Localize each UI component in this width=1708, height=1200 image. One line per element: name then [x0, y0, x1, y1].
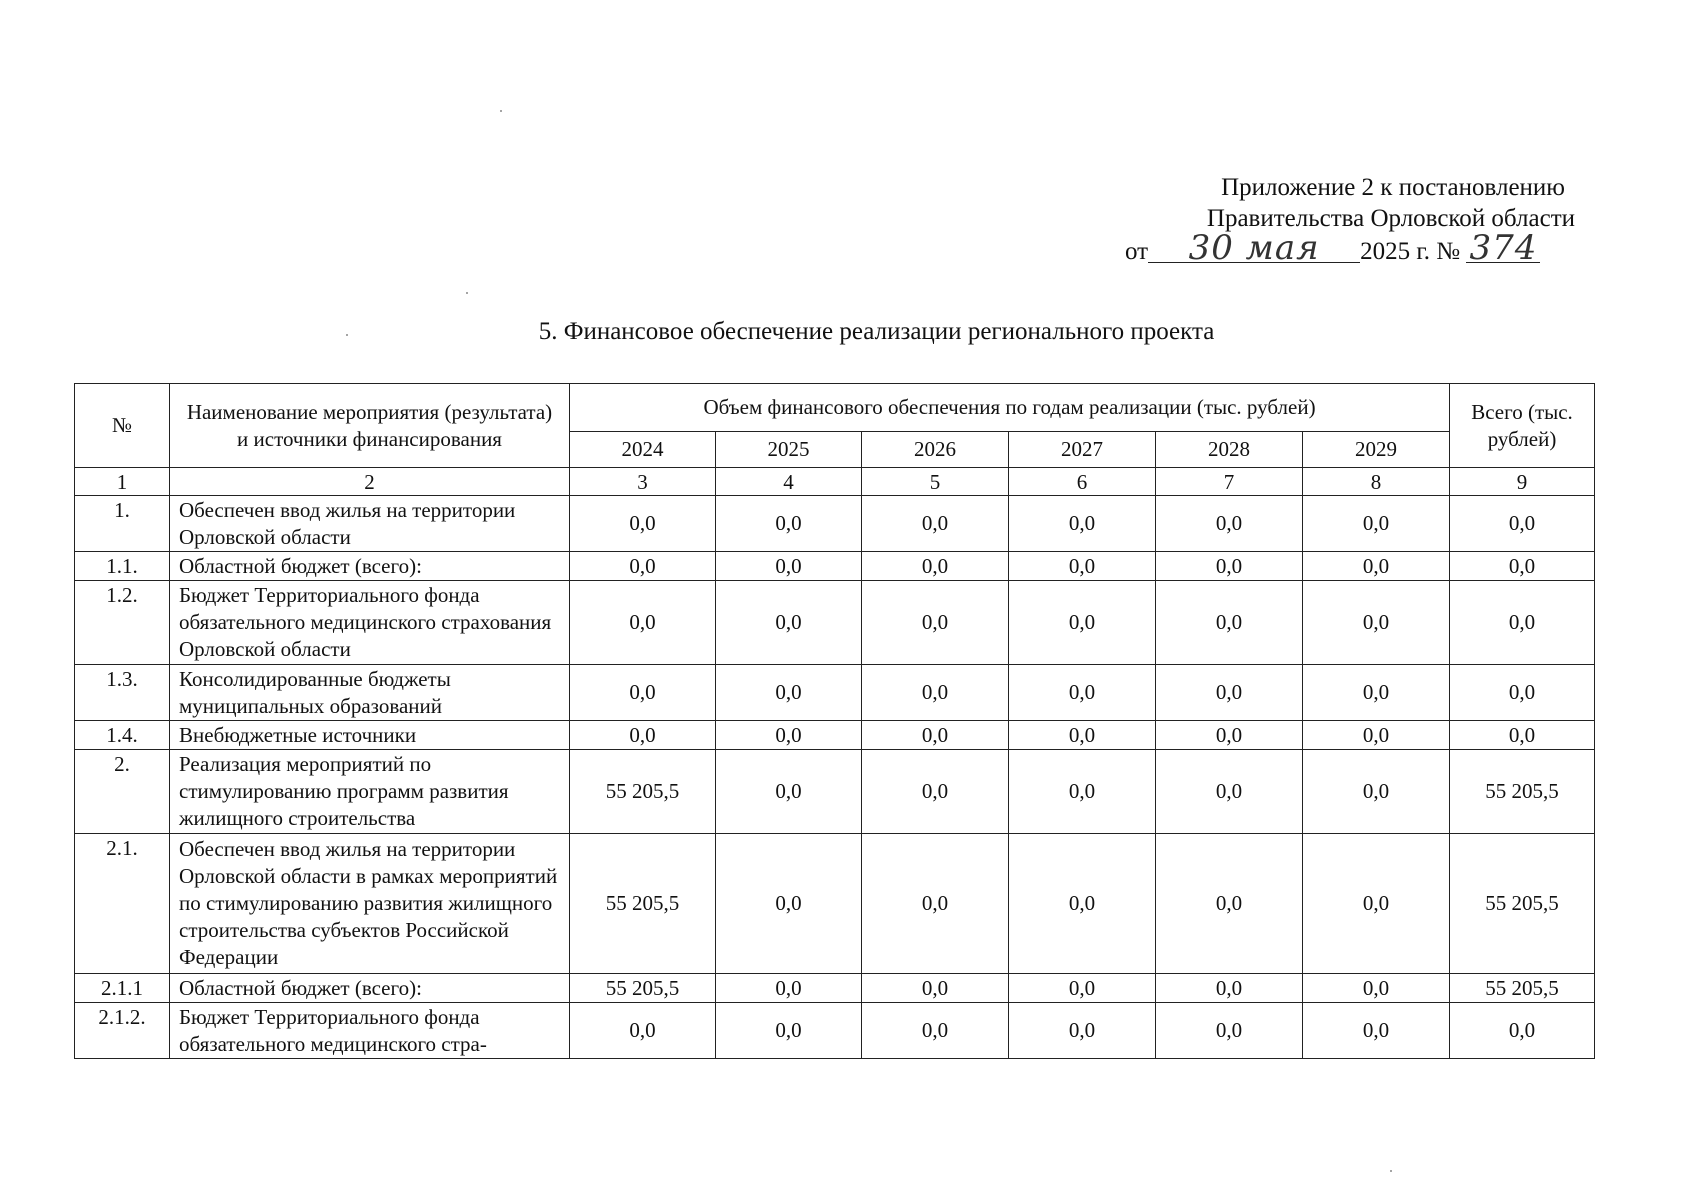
column-number: 4	[716, 468, 862, 496]
year-2026: 2026	[862, 432, 1009, 468]
column-number: 9	[1450, 468, 1595, 496]
from-prefix: от	[1125, 238, 1149, 265]
row-value: 0,0	[1009, 834, 1156, 974]
row-number: 1.4.	[75, 721, 170, 750]
column-number: 7	[1156, 468, 1303, 496]
row-value: 0,0	[1303, 581, 1450, 665]
appendix-line-3	[1120, 228, 1620, 268]
appendix-line-2: Правительства Орловской области	[1206, 205, 1575, 232]
table-row	[75, 750, 1595, 834]
row-value: 55 205,5	[570, 750, 716, 834]
row-number: 2.	[75, 750, 170, 834]
row-value: 0,0	[716, 750, 862, 834]
table-row	[75, 552, 1595, 581]
column-number: 2	[170, 468, 570, 496]
row-name: Внебюджетные источники	[170, 721, 570, 750]
scan-speck	[346, 334, 348, 336]
row-total: 0,0	[1450, 721, 1595, 750]
row-value: 0,0	[1156, 974, 1303, 1003]
row-value: 0,0	[1009, 721, 1156, 750]
row-value: 0,0	[862, 721, 1009, 750]
row-value: 0,0	[1303, 750, 1450, 834]
scan-speck	[466, 292, 468, 294]
row-value: 0,0	[570, 581, 716, 665]
year-2027: 2027	[1009, 432, 1156, 468]
row-value: 0,0	[1156, 1003, 1303, 1059]
row-total: 0,0	[1450, 1003, 1595, 1059]
row-value: 0,0	[570, 496, 716, 552]
column-number: 6	[1009, 468, 1156, 496]
handwritten-date: 30 мая	[1148, 234, 1360, 263]
year-2025: 2025	[716, 432, 862, 468]
row-value: 0,0	[570, 1003, 716, 1059]
row-value: 0,0	[862, 750, 1009, 834]
row-value: 0,0	[570, 552, 716, 581]
row-total: 55 205,5	[1450, 750, 1595, 834]
row-value: 0,0	[1009, 581, 1156, 665]
table-row	[75, 496, 1595, 552]
table-row	[75, 834, 1595, 974]
row-value: 0,0	[1009, 1003, 1156, 1059]
row-value: 0,0	[1156, 750, 1303, 834]
row-value: 0,0	[1303, 665, 1450, 721]
row-value: 0,0	[1009, 974, 1156, 1003]
row-value: 0,0	[862, 1003, 1009, 1059]
scan-speck	[1390, 1170, 1392, 1172]
year-and-number-label: 2025 г. №	[1360, 238, 1461, 265]
row-value: 0,0	[716, 834, 862, 974]
row-total: 0,0	[1450, 581, 1595, 665]
appendix-header	[1120, 172, 1620, 267]
row-value: 0,0	[1303, 496, 1450, 552]
row-name: Реализация мероприятий по стимулированию программ развития жилищного строительства	[170, 750, 570, 834]
row-number: 2.1.	[75, 834, 170, 974]
row-name: Обеспечен ввод жилья на территории Орловской области	[170, 496, 570, 552]
row-value: 0,0	[862, 581, 1009, 665]
table-body	[75, 384, 1595, 1059]
table-row	[75, 974, 1595, 1003]
row-value: 0,0	[1303, 552, 1450, 581]
row-value: 0,0	[716, 581, 862, 665]
row-name: Областной бюджет (всего):	[170, 552, 570, 581]
row-number: 1.	[75, 496, 170, 552]
row-value: 0,0	[1156, 552, 1303, 581]
row-value: 0,0	[1303, 834, 1450, 974]
row-value: 0,0	[716, 496, 862, 552]
appendix-line-1: Приложение 2 к постановлению	[1221, 174, 1565, 201]
head-volume: Объем финансового обеспечения по годам реализации (тыс. рублей)	[570, 384, 1450, 432]
row-value: 0,0	[570, 665, 716, 721]
row-name: Бюджет Территориального фонда обязательного медицинского стра-	[170, 1003, 570, 1059]
head-total: Всего (тыс. рублей)	[1450, 384, 1595, 468]
row-value: 0,0	[716, 974, 862, 1003]
table-row	[75, 721, 1595, 750]
row-name: Областной бюджет (всего):	[170, 974, 570, 1003]
row-total: 55 205,5	[1450, 974, 1595, 1003]
row-value: 0,0	[862, 974, 1009, 1003]
row-value: 0,0	[716, 665, 862, 721]
row-value: 0,0	[716, 552, 862, 581]
row-number: 2.1.1	[75, 974, 170, 1003]
column-number: 3	[570, 468, 716, 496]
column-number: 5	[862, 468, 1009, 496]
row-value: 0,0	[1009, 496, 1156, 552]
row-value: 0,0	[1303, 721, 1450, 750]
row-name: Обеспечен ввод жилья на территории Орловской области в рамках мероприятий по стимулированию развития жилищного строительства субъектов Российской Федерации	[170, 834, 570, 974]
year-2029: 2029	[1303, 432, 1450, 468]
row-number: 2.1.2.	[75, 1003, 170, 1059]
row-number: 1.2.	[75, 581, 170, 665]
row-value: 0,0	[1156, 721, 1303, 750]
row-value: 0,0	[716, 1003, 862, 1059]
column-number: 1	[75, 468, 170, 496]
row-name: Бюджет Территориального фонда обязательного медицинского страхования Орловской области	[170, 581, 570, 665]
head-number: №	[75, 384, 170, 468]
section-title: 5. Финансовое обеспечение реализации регионального проекта	[538, 318, 1215, 345]
row-total: 0,0	[1450, 552, 1595, 581]
row-total: 0,0	[1450, 665, 1595, 721]
row-value: 0,0	[862, 834, 1009, 974]
row-value: 55 205,5	[570, 974, 716, 1003]
scan-speck	[500, 110, 502, 112]
column-numbers-row	[75, 468, 1595, 496]
row-value: 0,0	[1156, 834, 1303, 974]
year-2028: 2028	[1156, 432, 1303, 468]
financing-table	[74, 383, 1595, 1059]
row-value: 0,0	[1156, 665, 1303, 721]
row-value: 0,0	[1156, 581, 1303, 665]
column-number: 8	[1303, 468, 1450, 496]
table-row	[75, 1003, 1595, 1059]
handwritten-number: 374	[1466, 234, 1540, 263]
row-total: 0,0	[1450, 496, 1595, 552]
row-value: 0,0	[862, 496, 1009, 552]
row-number: 1.1.	[75, 552, 170, 581]
table-row	[75, 665, 1595, 721]
header-row-1	[75, 384, 1595, 432]
row-value: 55 205,5	[570, 834, 716, 974]
head-name: Наименование мероприятия (результата) и источники финансирования	[170, 384, 570, 468]
row-value: 0,0	[1009, 552, 1156, 581]
row-value: 0,0	[862, 552, 1009, 581]
row-value: 0,0	[1009, 750, 1156, 834]
row-value: 0,0	[1156, 496, 1303, 552]
row-value: 0,0	[1303, 1003, 1450, 1059]
row-value: 0,0	[570, 721, 716, 750]
year-2024: 2024	[570, 432, 716, 468]
row-value: 0,0	[1303, 974, 1450, 1003]
table-row	[75, 581, 1595, 665]
row-total: 55 205,5	[1450, 834, 1595, 974]
row-name: Консолидированные бюджеты муниципальных образований	[170, 665, 570, 721]
row-number: 1.3.	[75, 665, 170, 721]
row-value: 0,0	[862, 665, 1009, 721]
row-value: 0,0	[716, 721, 862, 750]
row-value: 0,0	[1009, 665, 1156, 721]
